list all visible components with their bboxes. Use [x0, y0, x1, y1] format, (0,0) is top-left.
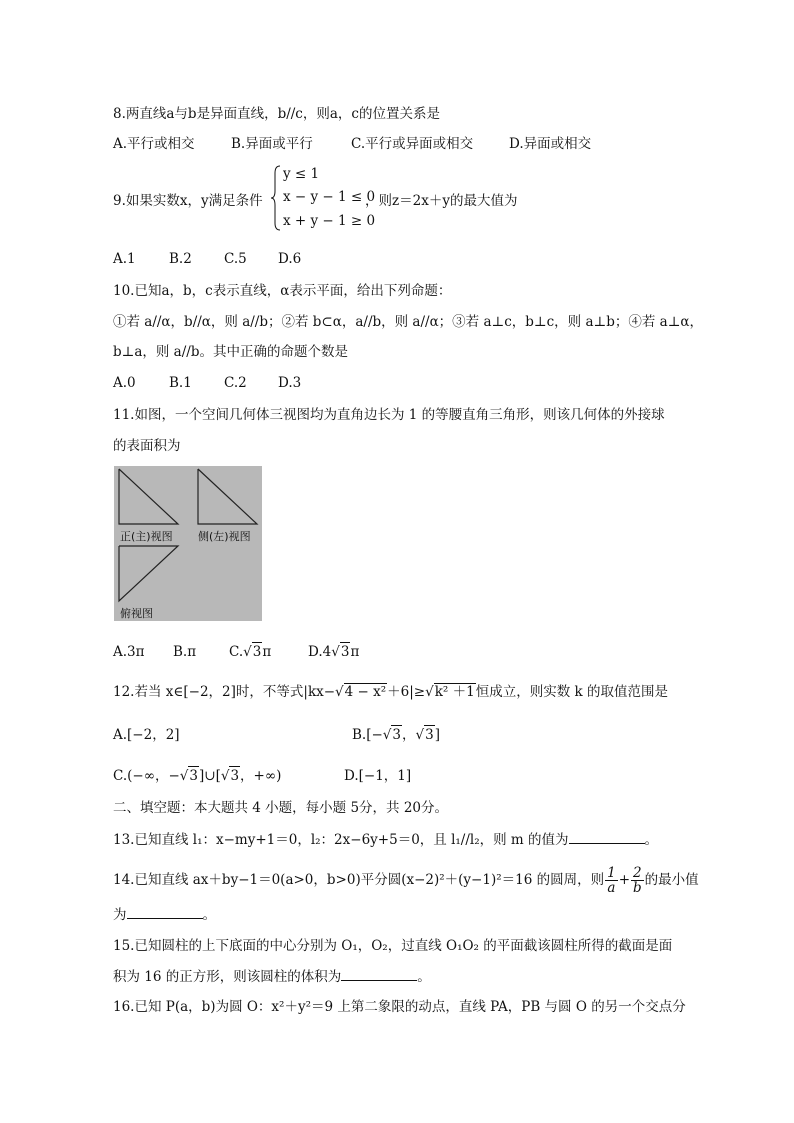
q12-option-b-mid: ，: [402, 727, 416, 743]
q9-option-a: A.1: [113, 251, 136, 267]
q12-sqrt-2: √k² ＋1: [425, 684, 475, 700]
q14-line-2: [113, 906, 216, 924]
q12-options-row-2: [113, 766, 411, 785]
q14-line-1: [113, 866, 699, 895]
q15-end: 。: [417, 969, 431, 985]
q11-options: [113, 642, 359, 661]
q12-option-b-sqrt-1: √3: [382, 727, 401, 743]
q14-line-2-prefix: 为: [113, 907, 127, 923]
q11-option-d-radicand: 3: [340, 644, 350, 660]
q12-stem-part-3: 恒成立，则实数 k 的取值范围是: [475, 684, 668, 700]
q10-line-2: b⊥a，则 a//b。其中正确的命题个数是: [113, 344, 348, 360]
q10-option-c: C.2: [224, 375, 247, 391]
side-view-label: 侧(左)视图: [198, 530, 251, 543]
front-view-label: 正(主)视图: [120, 530, 173, 543]
q12-sqrt-1: √4 − x²: [335, 684, 387, 700]
q9-constraint-3: x + y − 1 ≥ 0: [283, 213, 376, 229]
q12-option-b-radicand-2: 3: [425, 727, 434, 743]
q14-fraction-1-denominator: a: [607, 880, 616, 896]
q15-line-1: 15.已知圆柱的上下底面的中心分别为 O₁，O₂，过直线 O₁O₂ 的平面截该圆柱所得的截面是面: [113, 938, 673, 954]
q12-radicand-1: 4 − x²: [344, 684, 387, 700]
q11-option-b: B.π: [173, 644, 197, 660]
q9-system: [113, 165, 533, 235]
q11-option-c-sqrt: √3: [243, 644, 262, 660]
q12-option-c-radicand-1: 3: [189, 768, 198, 784]
q9-option-b: B.2: [169, 251, 192, 267]
q13: [113, 831, 658, 849]
q9-option-c: C.5: [224, 251, 247, 267]
q9-options: [113, 250, 301, 268]
q12-radicand-2: k² ＋1: [434, 684, 475, 700]
q10-stem: 10.已知a，b，c表示直线，α表示平面，给出下列命题：: [113, 283, 452, 299]
q8-option-b: B.异面或平行: [231, 136, 313, 152]
q11-option-d-prefix: D.4: [308, 644, 332, 660]
q9-lead: 9.如果实数x，y满足条件: [113, 193, 263, 209]
q14-plus: +: [618, 872, 631, 888]
q8-option-c: C.平行或异面或相交: [351, 136, 474, 152]
q16-line-1: 16.已知 P(a，b)为圆 O：x²＋y²＝9 上第二象限的动点，直线 PA，PB 与圆 O 的另一个交点分: [113, 999, 686, 1015]
q9-constraint-2: x − y − 1 ≤ 0: [283, 189, 376, 205]
q11-line-1: 11.如图，一个空间几何体三视图均为直角边长为 1 的等腰直角三角形，则该几何体的外接球: [113, 407, 665, 423]
front-view-triangle: [119, 469, 178, 524]
q8-option-a: A.平行或相交: [113, 136, 195, 152]
q15-line-2-prefix: 积为 16 的正方形，则该圆柱的体积为: [113, 969, 342, 985]
q12-option-b-prefix: B.[−: [352, 727, 383, 743]
q10-option-b: B.1: [169, 375, 192, 391]
q10-options: [113, 374, 301, 392]
q14-fraction-1: [605, 866, 618, 895]
q12-option-c-radicand-2: 3: [230, 768, 240, 784]
left-brace-icon: [271, 165, 281, 231]
q10-option-d: D.3: [278, 375, 302, 391]
q12-option-c-sqrt-2: √3: [220, 768, 240, 784]
q12-option-b: [352, 725, 440, 744]
q11-option-a: A.3π: [113, 644, 145, 660]
q11-option-c: [229, 642, 308, 661]
q12-option-a: A.[−2，2]: [113, 727, 180, 743]
q10-line-1: ①若 a//α，b//α，则 a//b；②若 b⊂α，a//b，则 a//α；③若 a⊥c，b⊥c，则 a⊥b；④若 a⊥α，: [113, 314, 704, 330]
q13-text: 13.已知直线 l₁：x−my+1＝0，l₂：2x−6y+5＝0，且 l₁//l₂，则 m 的值为: [113, 832, 569, 848]
q14-fraction-2-denominator: b: [632, 880, 642, 896]
q12-option-b-radicand-1: 3: [392, 727, 401, 743]
q8-options: [113, 135, 591, 153]
q12-option-c-suffix: ，+∞): [240, 768, 282, 784]
q13-answer-blank[interactable]: [569, 831, 645, 844]
q14-fraction-2: [631, 866, 644, 895]
q11-line-2: 的表面积为: [113, 438, 181, 454]
q11-option-d-suffix: π: [350, 644, 360, 660]
q9-tail: ，则z＝2x＋y的最大值为: [365, 193, 518, 209]
q9-option-d: D.6: [278, 251, 302, 267]
q12-option-c: [113, 766, 344, 785]
q14-answer-blank[interactable]: [127, 906, 203, 919]
q11-option-d: [308, 642, 359, 661]
side-view-triangle: [198, 469, 257, 524]
q12-options-row-1: [113, 725, 440, 744]
q10-option-a: A.0: [113, 375, 136, 391]
q11-option-d-sqrt: √3: [331, 644, 350, 660]
q12-option-b-sqrt-2: √3: [415, 727, 434, 743]
q14-fraction-1-numerator: 1: [607, 865, 616, 881]
q11-option-c-suffix: π: [262, 644, 272, 660]
q12-option-c-sqrt-1: √3: [179, 768, 198, 784]
q12-stem-part-2: ＋6|≥: [387, 684, 426, 700]
q15-line-2: [113, 968, 431, 986]
three-views-figure: [114, 466, 262, 621]
section-2-heading: 二、填空题：本大题共 4 小题，每小题 5分，共 20分。: [113, 800, 449, 816]
q14-text: 14.已知直线 ax＋by−1＝0(a>0，b>0)平分圆(x−2)²＋(y−1)²＝16 的圆周，则: [113, 872, 605, 888]
q14-tail: 的最小值: [644, 872, 699, 888]
q13-end: 。: [644, 832, 659, 848]
q14-fraction-2-numerator: 2: [633, 865, 642, 881]
q15-answer-blank[interactable]: [341, 968, 417, 981]
q12-option-c-mid: ]∪[: [198, 768, 221, 784]
q11-option-c-radicand: 3: [252, 644, 262, 660]
top-view-triangle: [119, 546, 178, 601]
q14-end: 。: [202, 907, 216, 923]
q12-stem: [113, 683, 668, 701]
q8-stem: 8.两直线a与b是异面直线，b//c，则a，c的位置关系是: [113, 106, 440, 122]
q11-option-c-prefix: C.: [229, 644, 244, 660]
q12-option-c-prefix: C.(−∞，−: [113, 768, 180, 784]
top-view-label: 俯视图: [120, 607, 153, 620]
q12-option-d: D.[−1，1]: [344, 768, 412, 784]
q8-option-d: D.异面或相交: [509, 136, 592, 152]
q12-option-b-suffix: ]: [434, 727, 440, 743]
q12-stem-part-1: 12.若当 x∈[−2，2]时，不等式|kx−: [113, 684, 336, 700]
q9-constraint-1: y ≤ 1: [283, 166, 320, 182]
